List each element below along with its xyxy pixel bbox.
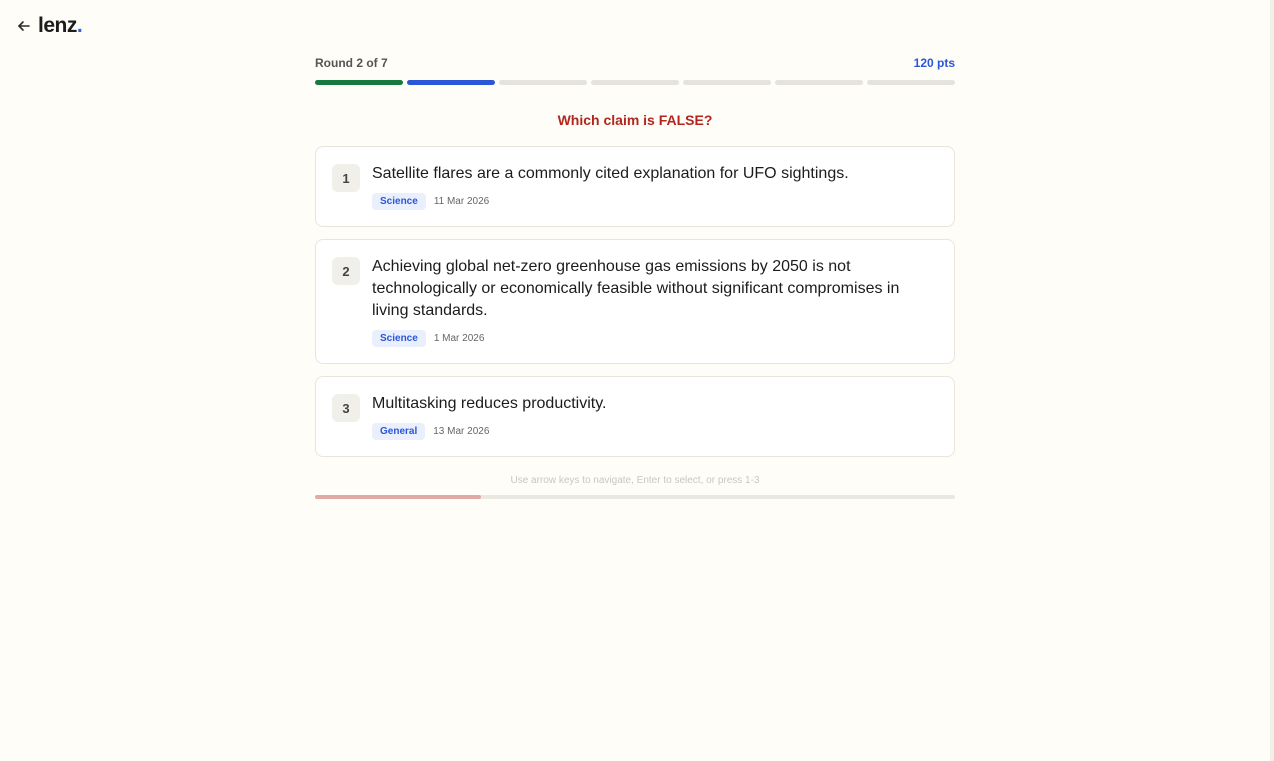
- round-segment-1: [315, 80, 403, 85]
- round-segment-3: [499, 80, 587, 85]
- claim-text: Multitasking reduces productivity.: [372, 395, 607, 412]
- keyboard-hint: Use arrow keys to navigate, Enter to select, or press 1-3: [510, 475, 760, 486]
- round-segment-6: [775, 80, 863, 85]
- round-segment-7: [867, 80, 955, 85]
- arrow-left-icon[interactable]: [16, 18, 32, 34]
- logo-dot: .: [76, 14, 83, 37]
- timer-fill: [315, 495, 481, 499]
- claim-date: 11 Mar 2026: [433, 196, 490, 207]
- round-segment-4: [591, 80, 679, 85]
- round-segment-2: [407, 80, 495, 85]
- claim-meta: [372, 423, 489, 440]
- claim-number: 2: [332, 257, 360, 285]
- question-prompt: Which claim is FALSE?: [557, 112, 713, 128]
- timer-bar: [315, 495, 955, 499]
- claim-date: 13 Mar 2026: [433, 426, 490, 437]
- page-edge: [1270, 0, 1274, 761]
- claim-text: Achieving global net-zero greenhouse gas emissions by 2050 is not technologically or economically feasible without significant compromises in living standards.: [372, 258, 900, 319]
- claim-number: 1: [332, 164, 360, 192]
- claim-card-1[interactable]: [315, 146, 955, 227]
- round-label: Round 2 of 7: [315, 56, 388, 70]
- claim-meta: [372, 330, 484, 347]
- claim-number: 3: [332, 394, 360, 422]
- claim-meta: [372, 193, 489, 210]
- claim-card-2[interactable]: [315, 239, 955, 364]
- round-row: [315, 56, 955, 70]
- category-badge: Science: [372, 330, 426, 347]
- header: [16, 14, 82, 38]
- round-progress: [315, 80, 955, 85]
- claim-date: 1 Mar 2026: [433, 333, 485, 344]
- logo-text: lenz: [38, 14, 77, 37]
- points-display: 120 pts: [913, 56, 955, 70]
- logo[interactable]: [38, 14, 82, 38]
- category-badge: General: [372, 423, 425, 440]
- category-badge: Science: [372, 193, 426, 210]
- claim-card-3[interactable]: [315, 376, 955, 457]
- round-segment-5: [683, 80, 771, 85]
- claim-text: Satellite flares are a commonly cited explanation for UFO sightings.: [372, 165, 849, 182]
